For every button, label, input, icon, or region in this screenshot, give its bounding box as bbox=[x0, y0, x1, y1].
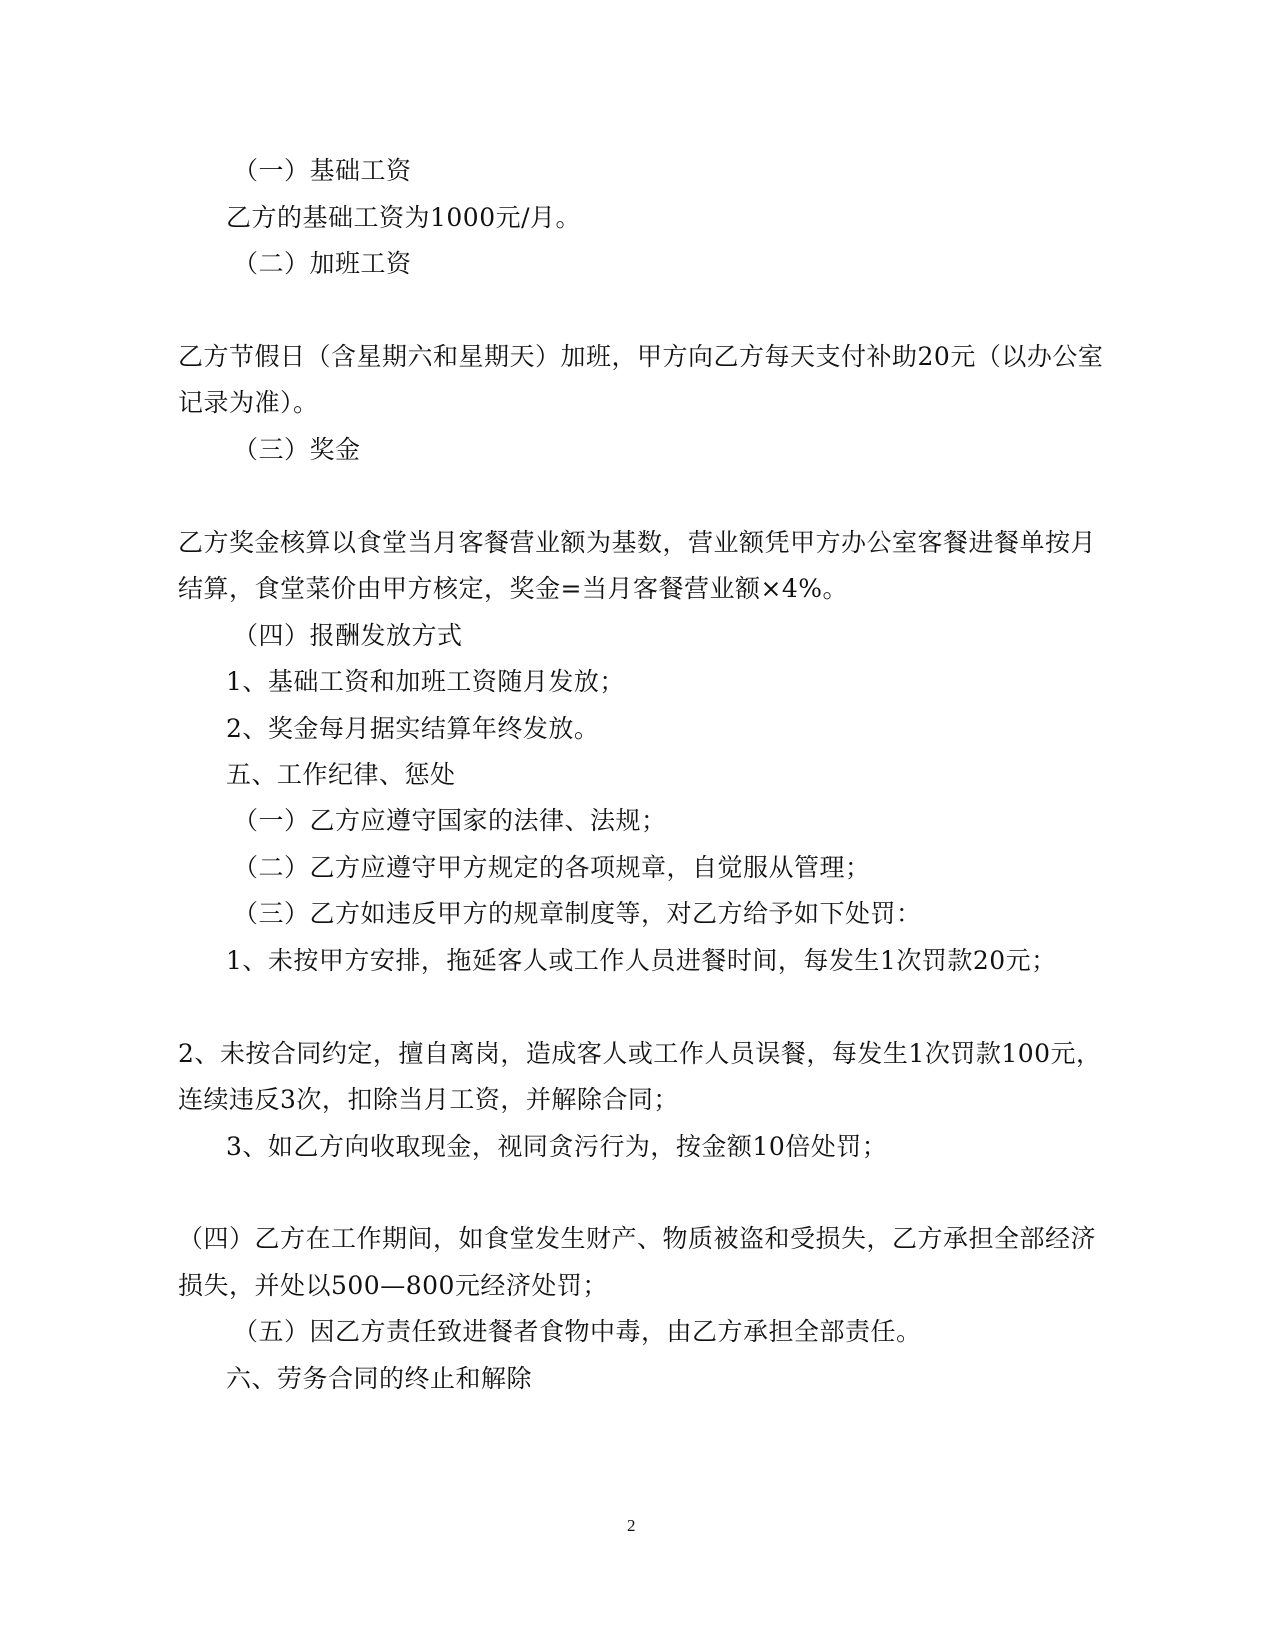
paragraph-line: 结算，食堂菜价由甲方核定，奖金=当月客餐营业额×4%。 bbox=[178, 574, 849, 603]
list-item: 2、奖金每月据实结算年终发放。 bbox=[226, 714, 600, 743]
paragraph-line: 乙方节假日（含星期六和星期天）加班，甲方向乙方每天支付补助20元（以办公室 bbox=[178, 342, 1104, 371]
subsection-heading-payment-method: （四）报酬发放方式 bbox=[233, 621, 463, 650]
paragraph-line: 损失，并处以500—800元经济处罚； bbox=[178, 1271, 608, 1300]
paragraph-line: 记录为准）。 bbox=[178, 388, 319, 417]
page-number: 2 bbox=[627, 1516, 636, 1535]
paragraph-line: 乙方的基础工资为1000元/月。 bbox=[226, 203, 582, 232]
list-item: （一）乙方应遵守国家的法律、法规； bbox=[233, 806, 667, 835]
list-item: 1、未按甲方安排，拖延客人或工作人员进餐时间，每发生1次罚款20元； bbox=[226, 946, 1057, 975]
paragraph-line: 连续违反3次，扣除当月工资，并解除合同； bbox=[178, 1085, 679, 1114]
list-item: 3、如乙方向收取现金，视同贪污行为，按金额10倍处罚； bbox=[226, 1132, 888, 1161]
list-item: （三）乙方如违反甲方的规章制度等，对乙方给予如下处罚： bbox=[233, 899, 922, 928]
list-item: （二）乙方应遵守甲方规定的各项规章，自觉服从管理； bbox=[233, 853, 871, 882]
list-item: （五）因乙方责任致进餐者食物中毒，由乙方承担全部责任。 bbox=[233, 1317, 922, 1346]
paragraph-line: （四）乙方在工作期间，如食堂发生财产、物质被盗和受损失，乙方承担全部经济 bbox=[178, 1224, 1097, 1253]
paragraph-line: 乙方奖金核算以食堂当月客餐营业额为基数，营业额凭甲方办公室客餐进餐单按月 bbox=[178, 528, 1097, 557]
subsection-heading-overtime-wage: （二）加班工资 bbox=[233, 249, 412, 278]
subsection-heading-bonus: （三）奖金 bbox=[233, 435, 361, 464]
section-heading-termination: 六、劳务合同的终止和解除 bbox=[226, 1364, 533, 1393]
section-heading-discipline: 五、工作纪律、惩处 bbox=[226, 760, 456, 789]
subsection-heading-basic-wage: （一）基础工资 bbox=[233, 156, 412, 185]
paragraph-line: 2、未按合同约定，擅自离岗，造成客人或工作人员误餐，每发生1次罚款100元， bbox=[178, 1039, 1102, 1068]
list-item: 1、基础工资和加班工资随月发放； bbox=[226, 667, 625, 696]
